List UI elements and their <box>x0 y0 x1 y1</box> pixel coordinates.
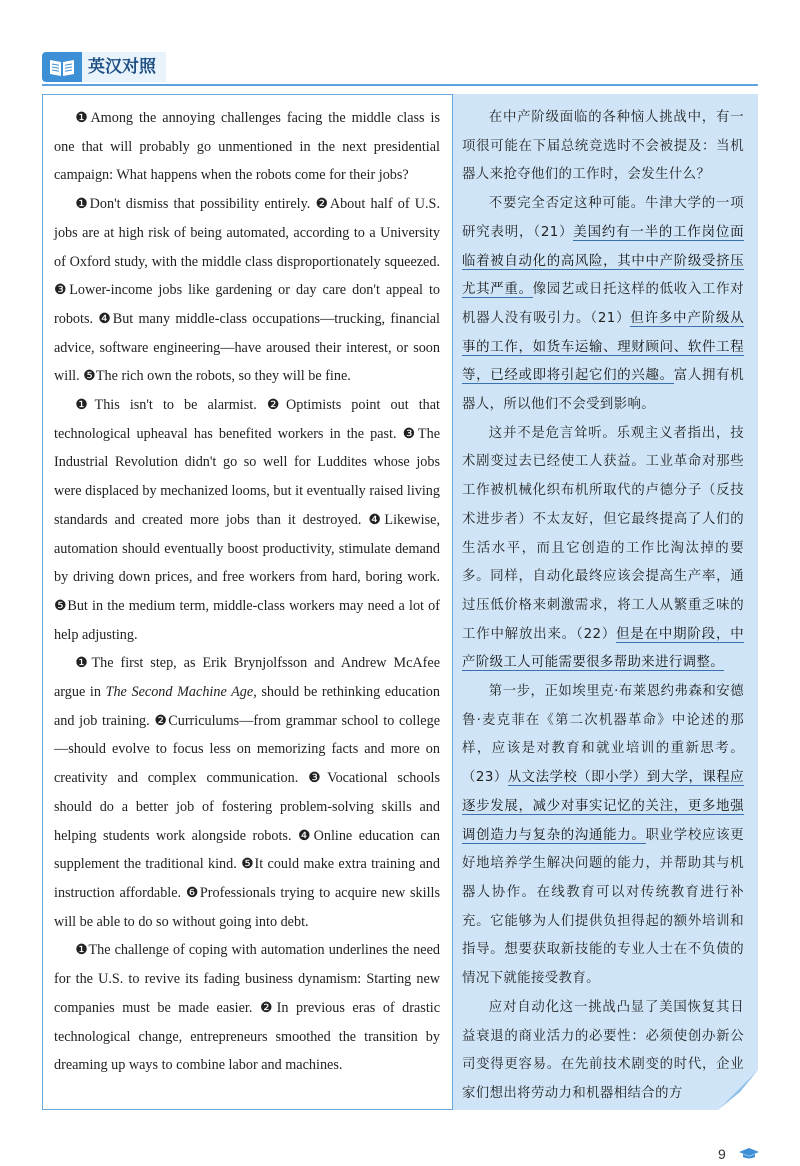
sentence: ❷In previous eras of drastic technological change, entrepreneurs smoothed the transition by dreaming up ways to combine labor and machines. <box>54 999 440 1074</box>
translation-text: 在中产阶级面临的各种恼人挑战中，有一项很可能在下届总统竞选时不会被提及：当机器人来抢夺他们的工作时，会发生什么？ <box>462 110 744 183</box>
chinese-paragraph <box>462 104 744 190</box>
chinese-paragraph <box>462 420 744 678</box>
sentence: ❹Online education can supplement the traditional kind. <box>54 827 441 873</box>
sentence: ❻Professionals trying to acquire new skills will be able to do so without going into debt. <box>54 884 440 930</box>
english-paragraph <box>54 936 440 1080</box>
section-title: 英汉对照 <box>82 52 166 82</box>
sentence: ❶Don't dismiss that possibility entirely. <box>75 196 316 213</box>
book-title: The Second Machine Age <box>105 684 254 701</box>
sentence: ❹But many middle-class occupations—trucking, financial advice, software engineering—have aroused their interest, or soon will. <box>54 310 440 385</box>
sentence: ❶The challenge of coping with automation underlines the need for the U.S. to revive its fading business dynamism: Starting new companies must be made easier. <box>54 942 440 1016</box>
translation-text: 职业学校应该更好地培养学生解决问题的能力，并帮助其与机器人协作。在线教育可以对传统教育进行补充。它能够为人们提供负担得起的额外培训和指导。想要获取新技能的专业人士在不负债的情况下就能接受教育。 <box>462 827 744 987</box>
sentence: ❷Optimists point out that technological upheaval has benefited workers in the past. <box>54 397 440 442</box>
translation-text: 不要完全否定这种可能。牛津大学的一项研究表明，（21） <box>462 196 744 240</box>
sentence: ❸Vocational schools should do a better job of fostering problem-solving skills and helping students work alongside robots. <box>54 770 440 844</box>
sentence: ❶This isn't to be alarmist. <box>75 397 267 414</box>
page-curl-icon <box>718 1070 758 1110</box>
translation-text: 这并不是危言耸听。乐观主义者指出，技术剧变过去已经使工人获益。工业革命对那些工作被机械化织布机所取代的卢德分子（反技术进步者）不太友好，但它最终提高了人们的生活水平，而且它创造的工作比淘汰掉的要多。同样，自动化最终应该会提高生产率，通过压低价格来刺激需求，将工人从繁重乏味的工作中解放出来。（22） <box>462 425 744 642</box>
sentence: ❺The rich own the robots, so they will be fine. <box>83 368 351 385</box>
english-paragraph <box>54 104 440 190</box>
chinese-paragraph <box>462 994 744 1109</box>
sentence: ❷Curriculums—from grammar school to college—should evolve to focus less on memorizing facts and more on creativity and complex communication. <box>54 712 440 787</box>
sentence: ❹Likewise, automation should eventually boost productivity, stimulate demand by driving down prices, and free workers from hard, boring work. <box>54 511 440 586</box>
sentence: ❺It could make extra training and instruction affordable. <box>54 856 440 901</box>
sentence: ❶The first step, as Erik Brynjolfsson and Andrew McAfee argue in <box>54 655 440 701</box>
highlighted-answer: 从文法学校（即小学）到大学，课程应逐步发展，减少对事实记忆的关注，更多地强调创造力与复杂的沟通能力。 <box>462 770 744 843</box>
english-column <box>54 104 440 1080</box>
highlighted-answer: 但是在中期阶段，中产阶级工人可能需要很多帮助来进行调整。 <box>462 626 744 671</box>
english-paragraph <box>54 649 440 936</box>
highlighted-answer: 美国约有一半的工作岗位面临着被自动化的高风险，其中中产阶级受挤压尤其严重。 <box>462 224 744 298</box>
mortarboard-icon <box>738 1147 760 1159</box>
book-icon <box>42 52 82 82</box>
sentence: ❸Lower-income jobs like gardening or day care don't appeal to robots. <box>54 282 440 327</box>
english-paragraph <box>54 391 440 649</box>
page-number: 9 <box>718 1146 726 1162</box>
header-rule <box>42 84 758 86</box>
translation-text: 应对自动化这一挑战凸显了美国恢复其日益衰退的商业活力的必要性：必须使创办新公司变得更容易。在先前技术剧变的时代，企业家们想出将劳动力和机器相结合的方 <box>462 999 744 1101</box>
chinese-column <box>462 104 744 1109</box>
sentence: ❸The Industrial Revolution didn't go so well for Luddites whose jobs were displaced by mechanized looms, but it eventually raised living standards and created more jobs than it destroyed. <box>54 425 440 528</box>
translation-text: 富人拥有机器人，所以他们不会受到影响。 <box>462 368 745 413</box>
chinese-paragraph <box>462 190 744 420</box>
highlighted-answer: 但许多中产阶级从事的工作，如货车运输、理财顾问、软件工程等，已经或即将引起它们的兴趣。 <box>462 310 744 384</box>
translation-text: 第一步，正如埃里克·布莱恩约弗森和安德鲁·麦克菲在《第二次机器革命》中论述的那样，应该是对教育和就业培训的重新思考。（23） <box>462 684 744 786</box>
chinese-paragraph <box>462 678 744 994</box>
english-paragraph <box>54 190 440 391</box>
sentence: ❷About half of U.S. jobs are at high risk of being automated, according to a University of Oxford study, with the middle class disproportionately squeezed. <box>54 196 440 270</box>
section-header <box>42 52 172 82</box>
sentence: ❺But in the medium term, middle-class workers may need a lot of help adjusting. <box>54 597 440 643</box>
sentence: ❶Among the annoying challenges facing the middle class is one that will probably go unmentioned in the next presidential campaign: What happens when the robots come for their jobs? <box>54 110 440 184</box>
translation-text: 像园艺或日托这样的低收入工作对机器人没有吸引力。（21） <box>462 282 745 326</box>
sentence: , should be rethinking education and job training. <box>54 684 440 729</box>
